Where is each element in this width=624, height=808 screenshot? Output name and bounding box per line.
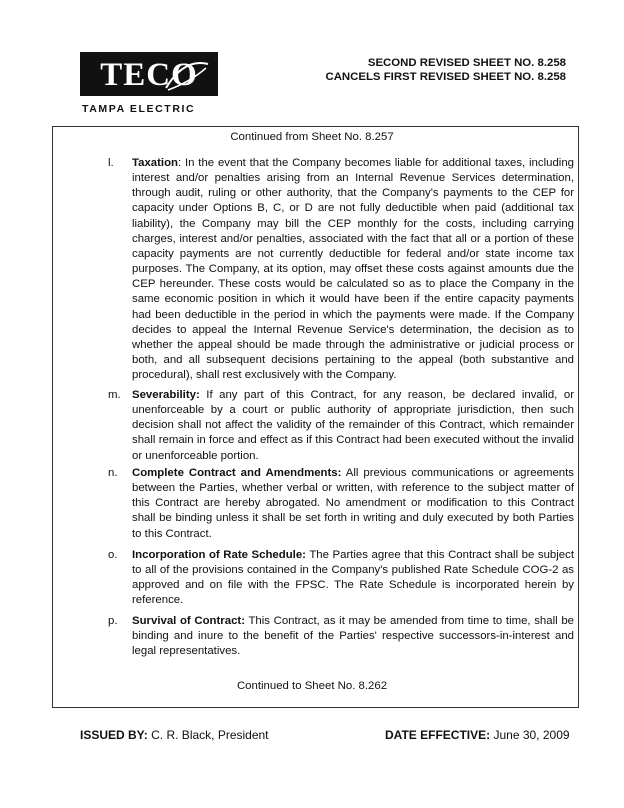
date-effective-label: DATE EFFECTIVE: bbox=[385, 728, 491, 742]
continued-to-text: Continued to Sheet No. 8.262 bbox=[236, 680, 388, 692]
clause-label-separator: : bbox=[178, 157, 182, 169]
company-logo bbox=[80, 52, 218, 108]
clause-body bbox=[132, 156, 574, 383]
clause-marker: m. bbox=[108, 389, 121, 401]
clause-label: Complete Contract and Amendments: bbox=[132, 467, 342, 479]
issued-by bbox=[80, 728, 269, 742]
clause-label: Survival of Contract: bbox=[132, 615, 245, 627]
clause-body bbox=[132, 614, 574, 659]
clause-text: All previous communications or agreements between the Parties, whether verbal or written, with reference to the subject matter of this Contract are hereby abrogated. No amendment or modification to this Contract shall be binding unless it shall be set forth in writing and duly executed by both Parties to this Contract. bbox=[132, 467, 574, 540]
date-effective bbox=[385, 728, 570, 742]
clause-body bbox=[132, 388, 574, 464]
clause-text: If any part of this Contract, for any reason, be declared invalid, or unenforceable by a court or public authority of appropriate jurisdiction, then such decision shall not affect the validity of the remainder of this Contract, which remainder shall remain in force and effect as if this Contract had been executed without the invalid or unenforceable portion. bbox=[132, 389, 574, 462]
clause-label: Taxation bbox=[132, 157, 178, 169]
clause-body bbox=[132, 548, 574, 609]
clause-marker: p. bbox=[108, 615, 118, 627]
logo-caption: TAMPA ELECTRIC bbox=[82, 103, 196, 115]
clause-marker: n. bbox=[108, 467, 118, 479]
clause-label: Incorporation of Rate Schedule: bbox=[132, 549, 306, 561]
issued-by-label: ISSUED BY: bbox=[80, 728, 148, 742]
sheet-cancels-line: CANCELS FIRST REVISED SHEET NO. 8.258 bbox=[325, 71, 566, 83]
clause-text: This Contract, as it may be amended from time to time, shall be binding and inure to the benefit of the Parties' respective successors-in-interest and legal representatives. bbox=[132, 615, 574, 658]
clause-body bbox=[132, 466, 574, 542]
sheet-number-block bbox=[325, 56, 566, 84]
clause-marker: o. bbox=[108, 549, 118, 561]
clause-text: In the event that the Company becomes liable for additional taxes, including interest and/or penalties arising from an Internal Revenue Services determination, through audit, ruling or other authority, that the Company's payments to the CEP for capacity under Options B, C, or D are not fully deductible when paid (additional tax liability), the Company may bill the CEP monthly for the costs, including carrying charges, interest and/or penalties, associated with the fact that all or a portion of these capacity payments are not currently deductible for federal and/or state income tax purposes. The Company, at its option, may offset these costs against amounts due the CEP hereunder. These costs would be calculated so as to place the Company in the same economic position in which it would have been if the entire capacity payments had been deductible in the period in which the payments were made. If the Company decides to appeal the Internal Revenue Service's determination, the decision as to whether the appeal should be made through the administrative or judicial process or both, and all subsequent decisions pertaining to the appeal (both substantive and procedural), shall rest exclusively with the Company. bbox=[132, 157, 574, 382]
clause-text: The Parties agree that this Contract shall be subject to all of the provisions contained in the Company's published Rate Schedule COG-2 as approved and on file with the FPSC. The Rate Schedule is incorporated herein by reference. bbox=[132, 549, 574, 607]
continued-from-text: Continued from Sheet No. 8.257 bbox=[230, 131, 394, 143]
date-effective-value: June 30, 2009 bbox=[493, 728, 570, 742]
logo-wordmark: TECO bbox=[100, 57, 198, 93]
issued-by-value: C. R. Black, President bbox=[151, 728, 269, 742]
clause-marker: l. bbox=[108, 157, 114, 169]
sheet-number-line: SECOND REVISED SHEET NO. 8.258 bbox=[367, 57, 566, 69]
clause-label: Severability: bbox=[132, 389, 200, 401]
